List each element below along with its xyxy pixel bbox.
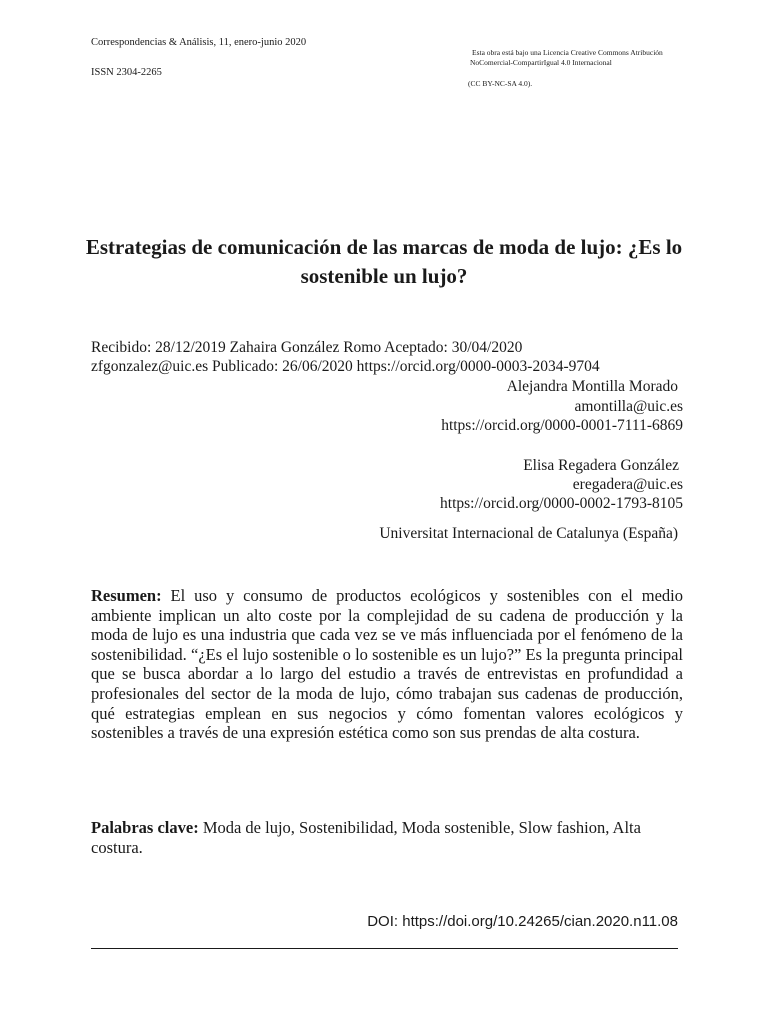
dates-line-1: Recibido: 28/12/2019 Zahaira González Romo Aceptado: 30/04/2020 — [91, 339, 523, 356]
doi-link[interactable]: DOI: https://doi.org/10.24265/cian.2020.n11.08 — [367, 913, 678, 930]
keywords — [91, 818, 651, 858]
abstract-text: El uso y consumo de productos ecológicos y sostenibles con el medio ambiente implican un alto coste por la complejidad de su cadena de producción y la moda de lujo es una industria que cada vez se ve más influenciada por el fenómeno de la sostenibilidad. “¿Es el lujo sostenible o lo sostenible es un lujo?” Es la pregunta principal que se busca abordar a lo largo del estudio a través de entrevistas en profundidad a profesionales del sector de la moda de lujo, cómo trabajan sus cadenas de producción, qué estrategias emplean en sus negocios y cómo fomentan valores ecológicos y sostenibles a través de una expresión estética como son sus prendas de alta costura. — [91, 586, 683, 743]
license-line-1: Esta obra está bajo una Licencia Creative Commons Atribución — [472, 48, 663, 57]
license-line-3: (CC BY-NC-SA 4.0). — [468, 79, 533, 88]
keywords-text: Moda de lujo, Sostenibilidad, Moda sostenible, Slow fashion, Alta costura. — [91, 818, 641, 857]
abstract — [91, 586, 683, 743]
license-line-2: NoComercial-CompartirIgual 4.0 Internacional — [470, 58, 612, 67]
author-2-name: Alejandra Montilla Morado — [506, 378, 678, 395]
author-2-orcid[interactable]: https://orcid.org/0000-0001-7111-6869 — [441, 417, 683, 434]
journal-citation: Correspondencias & Análisis, 11, enero-junio 2020 — [91, 37, 307, 48]
author-2-email[interactable]: amontilla@uic.es — [574, 398, 683, 415]
author-3-name: Elisa Regadera González — [523, 457, 679, 474]
issn: ISSN 2304-2265 — [91, 67, 162, 78]
author-3-email[interactable]: eregadera@uic.es — [572, 476, 683, 493]
author-3-orcid[interactable]: https://orcid.org/0000-0002-1793-8105 — [440, 495, 683, 512]
keywords-label: Palabras clave: — [91, 818, 199, 837]
paper-title: Estrategias de comunicación de las marcas de moda de lujo: ¿Es lo sostenible un lujo? — [85, 235, 683, 288]
dates-line-2: zfgonzalez@uic.es Publicado: 26/06/2020 https://orcid.org/0000-0003-2034-9704 — [91, 358, 600, 375]
affiliation: Universitat Internacional de Catalunya (España) — [379, 525, 678, 542]
footer-rule — [91, 948, 678, 949]
abstract-label: Resumen: — [91, 586, 162, 605]
